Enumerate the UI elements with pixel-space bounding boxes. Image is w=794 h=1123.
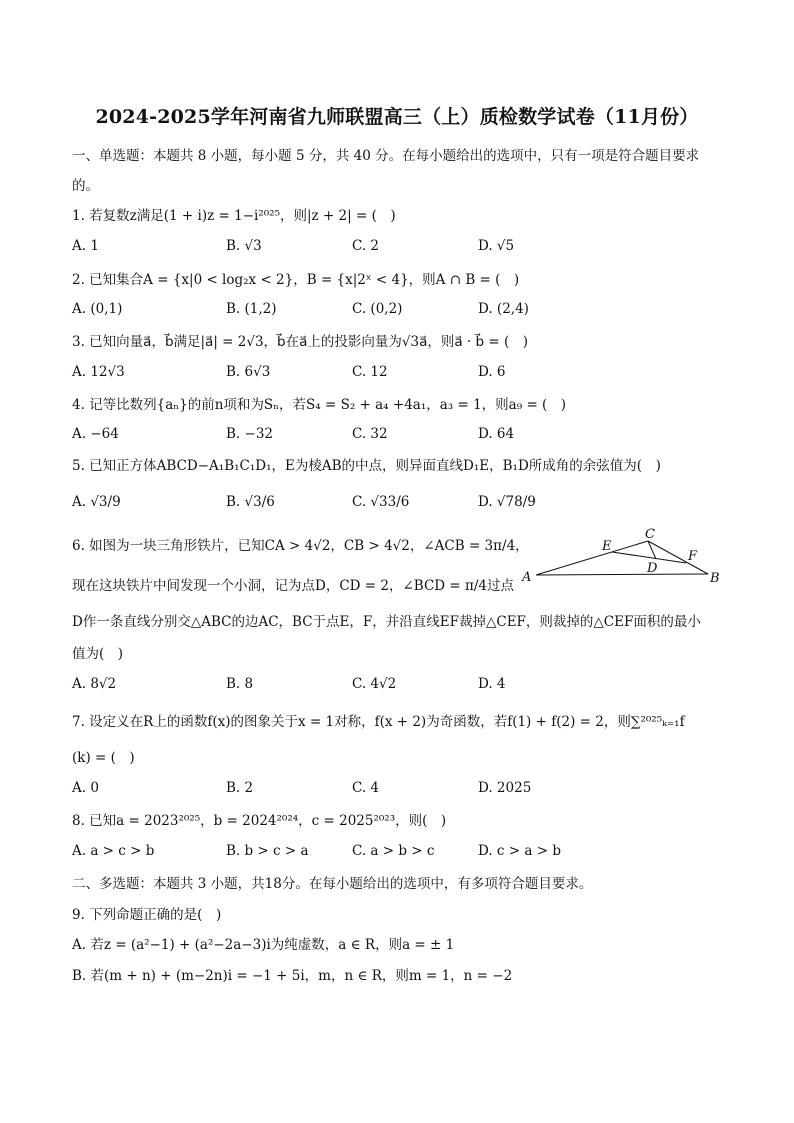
- question-6-stem-line4: 值为( ): [72, 646, 124, 662]
- option-b: B. 8: [226, 676, 254, 692]
- option-a: A. (0,1): [72, 301, 123, 317]
- page-title: 2024-2025学年河南省九师联盟高三（上）质检数学试卷（11月份）: [95, 106, 699, 128]
- option-d: D. (2,4): [478, 301, 529, 317]
- question-7-stem-line1: 7. 设定义在R上的函数f(x)的图象关于x = 1对称，f(x + 2)为奇函数，若f(1) + f(2) = 2，则∑²⁰²⁵ₖ₌₁f: [72, 714, 685, 730]
- question-9-option-a: A. 若z = (a²−1) + (a²−2a−3)i为纯虚数，a ∈ R，则a = ± 1: [72, 937, 455, 953]
- option-c: C. (0,2): [352, 301, 403, 317]
- label-c: C: [645, 527, 655, 542]
- option-b: B. 2: [226, 780, 254, 796]
- question-2-stem: 2. 已知集合A = {x|0 < log₂x < 2}，B = {x|2ˣ < 4}，则A ∩ B = ( ): [72, 272, 520, 288]
- triangle-diagram: [516, 526, 726, 588]
- section-1-heading-cont: 的。: [72, 178, 99, 194]
- option-d: D. √78/9: [478, 494, 536, 510]
- option-a: A. 8√2: [72, 676, 117, 692]
- option-d: D. 6: [478, 364, 506, 380]
- option-d: D. 2025: [478, 780, 532, 796]
- question-1-stem: 1. 若复数z满足(1 + i)z = 1−i²⁰²⁵，则|z + 2| = ( ): [72, 208, 396, 224]
- triangle-figure: [516, 526, 726, 588]
- question-8-stem: 8. 已知a = 2023²⁰²⁵，b = 2024²⁰²⁴，c = 2025²⁰²³，则( ): [72, 813, 447, 829]
- question-6-stem-line1: 6. 如图为一块三角形铁片，已知CA > 4√2，CB > 4√2，∠ACB = 3π/4，: [72, 538, 529, 554]
- option-a: A. −64: [72, 426, 119, 442]
- question-2-options: [72, 301, 732, 323]
- option-d: D. 64: [478, 426, 515, 442]
- question-4-stem: 4. 记等比数列{aₙ}的前n项和为Sₙ，若S₄ = S₂ + a₄ +4a₁，a₃ = 1，则a₉ = ( ): [72, 397, 567, 413]
- question-9-option-b: B. 若(m + n) + (m−2n)i = −1 + 5i，m，n ∈ R，则m = 1，n = −2: [72, 968, 513, 984]
- question-3-options: [72, 364, 732, 386]
- label-e: E: [602, 539, 612, 554]
- label-f: F: [688, 549, 698, 564]
- question-4-options: [72, 426, 732, 448]
- option-c: C. 2: [352, 238, 380, 254]
- option-a: A. a > c > b: [72, 843, 155, 859]
- option-c: C. 32: [352, 426, 388, 442]
- option-b: B. √3/6: [226, 494, 275, 510]
- section-2-heading: 二、多选题：本题共 3 小题，共18分。在每小题给出的选项中，有多项符合题目要求。: [72, 876, 593, 892]
- option-b: B. 6√3: [226, 364, 271, 380]
- option-a: A. 1: [72, 238, 99, 254]
- option-b: B. (1,2): [226, 301, 277, 317]
- question-9-stem: 9. 下列命题正确的是( ): [72, 907, 222, 923]
- option-c: C. a > b > c: [352, 843, 435, 859]
- question-8-options: [72, 843, 732, 865]
- label-b: B: [710, 571, 720, 586]
- label-a: A: [522, 570, 532, 585]
- option-b: B. √3: [226, 238, 262, 254]
- option-d: D. c > a > b: [478, 843, 561, 859]
- question-3-stem: 3. 已知向量a⃗，b⃗满足|a⃗| = 2√3，b⃗在a⃗上的投影向量为√3a⃗，则a⃗ · b⃗ = ( ): [72, 334, 529, 350]
- label-d: D: [647, 561, 658, 576]
- option-a: A. 0: [72, 780, 99, 796]
- question-6-options: [72, 676, 732, 698]
- option-b: B. b > c > a: [226, 843, 309, 859]
- section-1-heading: 一、单选题：本题共 8 小题，每小题 5 分，共 40 分。在每小题给出的选项中，只有一项是符合题目要求: [72, 148, 700, 164]
- option-c: C. 4: [352, 780, 380, 796]
- question-5-stem: 5. 已知正方体ABCD−A₁B₁C₁D₁，E为棱AB的中点，则异面直线D₁E，B₁D所成角的余弦值为( ): [72, 458, 661, 474]
- option-c: C. √33/6: [352, 494, 410, 510]
- question-5-options: [72, 494, 732, 516]
- question-7-options: [72, 780, 732, 802]
- segment-ac: [536, 541, 648, 575]
- option-b: B. −32: [226, 426, 273, 442]
- question-6-stem-line2: 现在这块铁片中间发现一个小洞，记为点D，CD = 2，∠BCD = π/4过点: [72, 578, 514, 594]
- option-c: C. 12: [352, 364, 388, 380]
- segment-ab: [536, 574, 708, 575]
- option-d: D. 4: [478, 676, 506, 692]
- option-a: A. 12√3: [72, 364, 125, 380]
- question-6-stem-line3: D作一条直线分别交△ABC的边AC，BC于点E，F，并沿直线EF裁掉△CEF，则裁掉的△CEF面积的最小: [72, 614, 701, 630]
- option-c: C. 4√2: [352, 676, 397, 692]
- option-a: A. √3/9: [72, 494, 121, 510]
- option-d: D. √5: [478, 238, 515, 254]
- question-7-stem-line2: (k) = ( ): [72, 750, 135, 766]
- question-1-options: [72, 238, 732, 260]
